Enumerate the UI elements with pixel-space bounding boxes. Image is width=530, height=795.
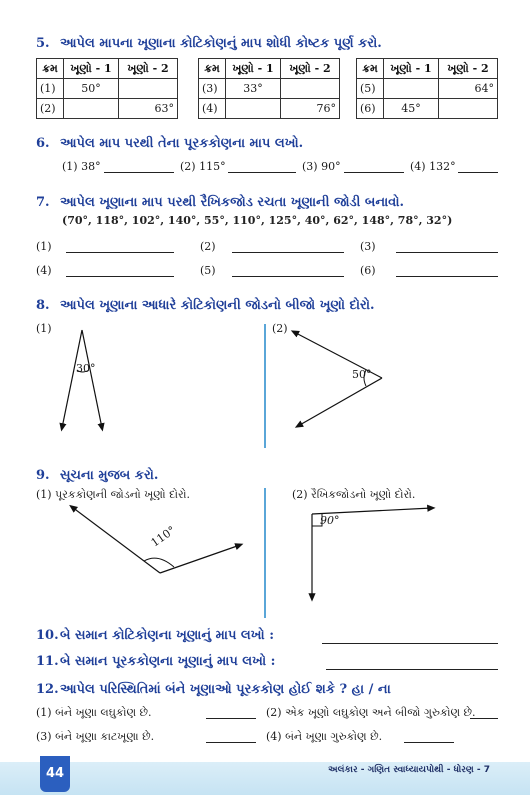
q12-item-4: (4) બંને ખૂણા ગુરુકોણ છે. <box>266 730 383 743</box>
question-text: બે સમાન કોટિકોણના ખૂણાનું માપ લખો : <box>60 628 274 643</box>
answer-line[interactable] <box>206 718 256 719</box>
angle-table-3 <box>356 58 498 119</box>
question-number: 8. <box>36 298 50 313</box>
answer-line[interactable] <box>344 172 404 173</box>
q9-part-2: (2) રૈખિકજોડનો ખૂણો દોરો. <box>292 488 416 501</box>
question-number: 12. <box>36 682 59 697</box>
pair-label-3: (3) <box>360 240 376 253</box>
column-divider <box>264 324 266 448</box>
q6-item-2: (2) 115° <box>180 160 226 173</box>
answer-cell[interactable] <box>384 79 439 99</box>
answer-cell[interactable] <box>119 79 178 99</box>
question-8-heading <box>36 298 375 313</box>
table-cell: 33° <box>226 79 281 99</box>
angle-table-2 <box>198 58 340 119</box>
answer-line[interactable] <box>228 172 296 173</box>
question-text: આપેલ માપના ખૂણાના કોટિકોણનું માપ શોધી કોષ્ટક પૂર્ણ કરો. <box>60 36 382 51</box>
pair-label-1: (1) <box>36 240 52 253</box>
answer-line[interactable] <box>104 172 174 173</box>
header-angle2: ખૂણો - 2 <box>439 59 498 79</box>
angle-list: (70°, 118°, 102°, 140°, 55°, 110°, 125°, 40°, 62°, 148°, 78°, 32°) <box>62 214 453 227</box>
question-text: આપેલ ખૂણાના માપ પરથી રૈખિકજોડ રચતા ખૂણાની જોડી બનાવો. <box>60 195 405 210</box>
column-divider <box>264 488 266 618</box>
table-cell: 63° <box>119 99 178 119</box>
angle-label-50: 50° <box>352 368 372 381</box>
figure-2-label: (2) <box>272 322 288 335</box>
header-serial: ક્રમ <box>37 59 64 79</box>
table-cell: (3) <box>199 79 226 99</box>
q9-part-1: (1) પૂરકકોણની જોડનો ખૂણો દોરો. <box>36 488 190 501</box>
table-cell: (4) <box>199 99 226 119</box>
question-text: સૂચના મુજબ કરો. <box>60 468 159 483</box>
answer-cell[interactable] <box>226 99 281 119</box>
answer-line[interactable] <box>396 276 498 277</box>
table-cell: 50° <box>64 79 119 99</box>
question-number: 11. <box>36 654 59 669</box>
header-serial: ક્રમ <box>357 59 384 79</box>
angle-table-1 <box>36 58 178 119</box>
figure-30-angle <box>52 326 112 436</box>
pair-label-4: (4) <box>36 264 52 277</box>
answer-line[interactable] <box>66 252 174 253</box>
answer-line[interactable] <box>458 172 498 173</box>
header-angle1: ખૂણો - 1 <box>384 59 439 79</box>
question-text: આપેલ ખૂણાના આધારે કોટિકોણની જોડનો બીજો ખૂણો દોરો. <box>60 298 375 313</box>
question-number: 5. <box>36 36 50 51</box>
header-angle2: ખૂણો - 2 <box>119 59 178 79</box>
pair-label-6: (6) <box>360 264 376 277</box>
answer-line[interactable] <box>322 643 498 644</box>
question-11-heading <box>36 654 275 669</box>
angle-label-110: 110° <box>148 523 178 550</box>
answer-line[interactable] <box>404 742 454 743</box>
answer-line[interactable] <box>326 669 498 670</box>
question-10-heading <box>36 628 274 643</box>
table-cell: (6) <box>357 99 384 119</box>
figure-110-angle <box>70 505 250 615</box>
question-text: આપેલ પરિસ્થિતિમાં બંને ખૂણાઓ પૂરકકોણ હોઈ શકે ? હા / ના <box>60 682 391 697</box>
footer-title: અલંકાર - ગણિત સ્વાધ્યાયપોથી - ધોરણ - 7 <box>328 765 490 775</box>
question-12-heading <box>36 682 391 697</box>
q12-item-3: (3) બંને ખૂણા કાટખૂણા છે. <box>36 730 155 743</box>
q6-item-1: (1) 38° <box>62 160 101 173</box>
question-text: આપેલ માપ પરથી તેના પૂરકકોણના માપ લખો. <box>60 136 304 151</box>
answer-line[interactable] <box>396 252 498 253</box>
header-angle1: ખૂણો - 1 <box>226 59 281 79</box>
question-number: 7. <box>36 195 50 210</box>
header-angle1: ખૂણો - 1 <box>64 59 119 79</box>
answer-line[interactable] <box>232 276 344 277</box>
figure-1-label: (1) <box>36 322 52 335</box>
q6-item-3: (3) 90° <box>302 160 341 173</box>
q6-item-4: (4) 132° <box>410 160 456 173</box>
pair-label-2: (2) <box>200 240 216 253</box>
figure-50-angle <box>290 328 410 438</box>
angle-label-30: 30° <box>76 362 96 375</box>
table-cell: 45° <box>384 99 439 119</box>
question-7-heading <box>36 195 404 210</box>
table-cell: (1) <box>37 79 64 99</box>
table-cell: 76° <box>281 99 340 119</box>
answer-line[interactable] <box>206 742 256 743</box>
question-6-heading <box>36 136 303 151</box>
question-number: 6. <box>36 136 50 151</box>
question-5-heading <box>36 36 382 51</box>
header-serial: ક્રમ <box>199 59 226 79</box>
pair-label-5: (5) <box>200 264 216 277</box>
table-cell: (5) <box>357 79 384 99</box>
angle-label-90: 90° <box>320 514 340 527</box>
answer-line[interactable] <box>232 252 344 253</box>
question-9-heading <box>36 468 158 483</box>
page-number: 44 <box>40 756 70 792</box>
answer-line[interactable] <box>66 276 174 277</box>
answer-cell[interactable] <box>281 79 340 99</box>
answer-cell[interactable] <box>439 99 498 119</box>
question-number: 10. <box>36 628 59 643</box>
question-text: બે સમાન પૂરકકોણના ખૂણાનું માપ લખો : <box>60 654 276 669</box>
q12-item-1: (1) બંને ખૂણા લઘુકોણ છે. <box>36 706 152 719</box>
table-cell: 64° <box>439 79 498 99</box>
table-cell: (2) <box>37 99 64 119</box>
answer-cell[interactable] <box>64 99 119 119</box>
q12-item-2: (2) એક ખૂણો લઘુકોણ અને બીજો ગુરુકોણ છે. <box>266 706 476 719</box>
question-number: 9. <box>36 468 50 483</box>
header-angle2: ખૂણો - 2 <box>281 59 340 79</box>
answer-line[interactable] <box>470 718 498 719</box>
